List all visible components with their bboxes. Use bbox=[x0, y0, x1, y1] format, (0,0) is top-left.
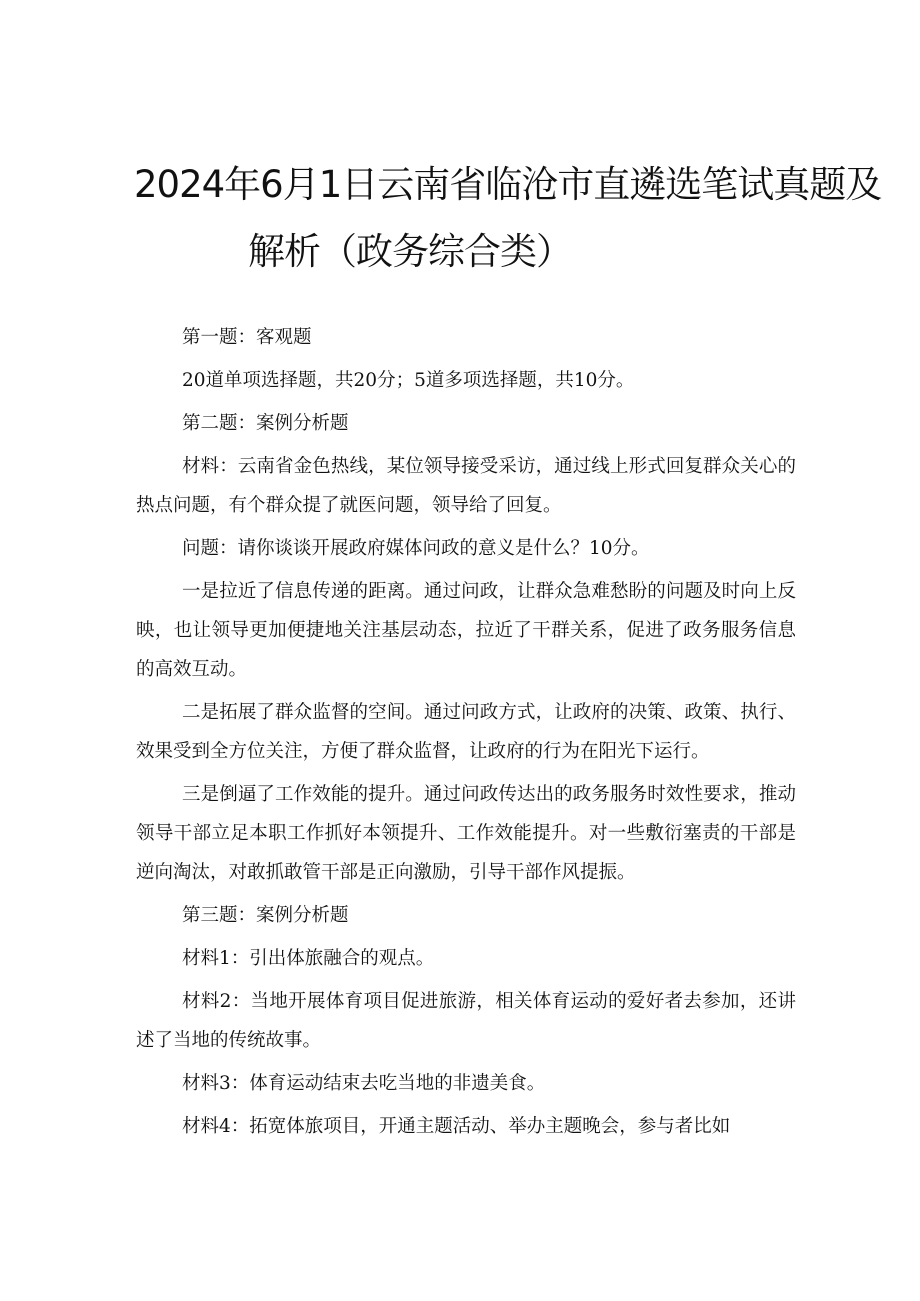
paragraph: 材料1：引出体旅融合的观点。 bbox=[182, 948, 435, 969]
paragraph: 材料3：体育运动结束去吃当地的非遗美食。 bbox=[182, 1073, 546, 1094]
document-body bbox=[136, 318, 796, 1150]
paragraph: 问题：请你谈谈开展政府媒体问政的意义是什么？10分。 bbox=[182, 538, 650, 559]
paragraph: 材料2：当地开展体育项目促进旅游，相关体育运动的爱好者去参加，还讲述了当地的传统故事。 bbox=[136, 991, 796, 1051]
paragraph: 材料4：拓宽体旅项目，开通主题活动、举办主题晚会，参与者比如 bbox=[182, 1116, 731, 1137]
paragraph: 一是拉近了信息传递的距离。通过问政，让群众急难愁盼的问题及时向上反映，也让领导更加便捷地关注基层动态，拉近了干群关系，促进了政务服务信息的高效互动。 bbox=[136, 581, 796, 680]
document-title-line-2: 解析（政务综合类） bbox=[248, 230, 572, 273]
paragraph: 20道单项选择题，共20分；5道多项选择题，共10分。 bbox=[182, 370, 635, 391]
paragraph: 二是拓展了群众监督的空间。通过问政方式，让政府的决策、政策、执行、效果受到全方位关注，方便了群众监督，让政府的行为在阳光下运行。 bbox=[136, 702, 796, 762]
document-title-line-1: 2024年6月1日云南省临沧市直遴选笔试真题及 bbox=[134, 163, 882, 206]
paragraph: 材料：云南省金色热线，某位领导接受采访，通过线上形式回复群众关心的热点问题，有个群众提了就医问题，领导给了回复。 bbox=[136, 456, 796, 516]
section-heading-1: 第一题：客观题 bbox=[182, 327, 312, 348]
section-heading-3: 第三题：案例分析题 bbox=[182, 905, 349, 926]
paragraph: 三是倒逼了工作效能的提升。通过问政传达出的政务服务时效性要求，推动领导干部立足本职工作抓好本领提升、工作效能提升。对一些敷衍塞责的干部是逆向淘汰，对敢抓敢管干部是正向激励，引导干部作风提振。 bbox=[136, 784, 796, 883]
section-heading-2: 第二题：案例分析题 bbox=[182, 413, 349, 434]
